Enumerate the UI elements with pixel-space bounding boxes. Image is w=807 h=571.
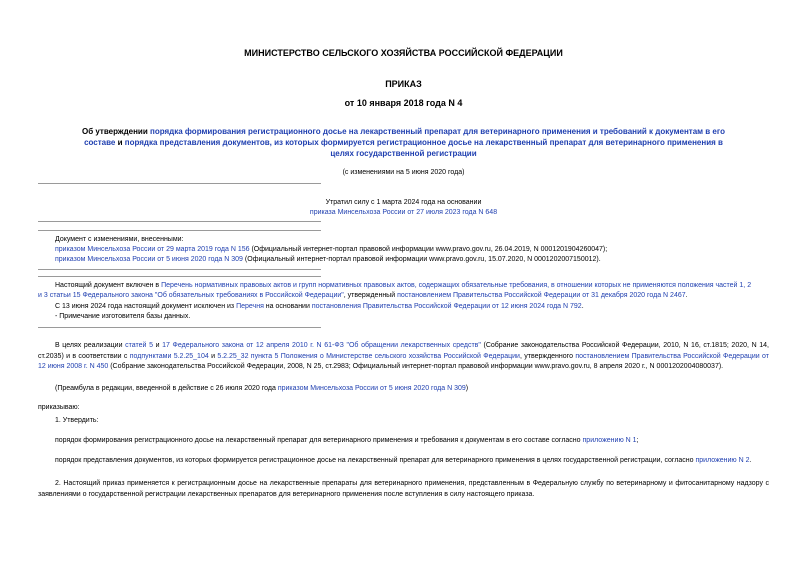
included-law-link[interactable]: и 3 статьи 15 Федерального закона "Об обязательных требованиях в Российской Федерации"	[38, 292, 344, 299]
preamble	[38, 341, 769, 373]
order-sub-1	[55, 437, 638, 444]
edition-link[interactable]: приказом Минсельхоза России от 5 июня 2020 года N 309	[277, 385, 466, 392]
amended-by-link[interactable]: приказом Минсельхоза России от 5 июня 2020 года N 309	[55, 256, 243, 263]
expired-notice: Утратил силу с 1 марта 2024 года на основании	[325, 199, 482, 206]
title-link-order1[interactable]: порядка формирования регистрационного досье на лекарственный препарат для ветеринарного применения и требований к документам в его	[149, 127, 725, 136]
included-line-1	[55, 282, 751, 289]
divider	[38, 276, 321, 277]
excluded-text: .	[581, 303, 584, 310]
excluded-text: на основании	[263, 303, 312, 310]
amended-by-item	[55, 256, 601, 263]
subpoint-104-link[interactable]: подпунктами 5.2.25_104	[129, 352, 209, 360]
amended-by-link[interactable]: приказом Минсельхоза России от 29 марта 2019 года N 156	[55, 246, 250, 253]
title-line-1	[0, 127, 807, 136]
divider	[38, 221, 321, 222]
edition-text: (Преамбула в редакции, введенной в действие с 26 июля 2020 года	[55, 385, 278, 392]
divider	[38, 269, 321, 270]
preamble-text: и	[152, 342, 163, 349]
ministry-heading: МИНИСТЕРСТВО СЕЛЬСКОГО ХОЗЯЙСТВА РОССИЙСКОЙ ФЕДЕРАЦИИ	[244, 48, 563, 58]
order-item-2: 2. Настоящий приказ применяется к регистрационным досье на лекарственные препараты для ветеринарного применения, представленным в Федеральную службу по ветеринарному и фитосанитарному надзору с заявлениями о государственной регистрации лекарственных препаратов для ветеринарного применения после вступления в силу настоящего приказа.	[38, 480, 769, 498]
included-list-link[interactable]: Перечень нормативных правовых актов и групп нормативных правовых актов, содержащих обязательные требования, в отношении которых не применяются положения частей 1, 2	[161, 282, 752, 289]
title-line-2	[0, 138, 807, 147]
preamble-text: и	[208, 352, 218, 360]
doc-date-number: от 10 января 2018 года N 4	[344, 98, 463, 108]
amended-by-source: (Официальный интернет-портал правовой информации www.pravo.gov.ru, 26.04.2019, N 0001201904260047);	[249, 246, 608, 253]
order-item-1: 1. Утвердить:	[55, 417, 99, 424]
title-line-3	[0, 149, 807, 158]
order-sub-text: .	[749, 457, 752, 464]
preamble-edition	[55, 385, 468, 392]
title-link-order1-end[interactable]: составе	[84, 138, 116, 147]
excluded-text: С 13 июня 2024 года настоящий документ исключен из	[55, 303, 237, 310]
title-prefix: Об утверждении	[82, 127, 150, 136]
order-sub-text: порядок представления документов, из которых формируется регистрационное досье на лекарственный препарат для ветеринарного применения в целях государственной регистрации, согласно	[55, 457, 696, 464]
title-link-order2[interactable]: порядка представления документов, из которых формируется регистрационное досье на лекарственный препарат для ветеринарного применения в	[124, 138, 723, 147]
divider	[38, 230, 321, 231]
law-art5-link[interactable]: статей 5	[125, 342, 153, 349]
appendix-2-link[interactable]: приложению N 2	[695, 457, 750, 464]
edition-text: )	[465, 385, 469, 392]
order-sub-text: порядок формирования регистрационного досье на лекарственный препарат для ветеринарного применения и требования к документам в его составе согласно	[55, 437, 583, 444]
regulation-link[interactable]: 5.2.25_32 пункта 5 Положения о Министерстве сельского хозяйства Российской Федерации	[217, 352, 520, 360]
included-decree-link[interactable]: постановлением Правительства Российской Федерации от 31 декабря 2020 года N 2467	[397, 292, 686, 299]
expired-link[interactable]: приказа Минсельхоза России от 27 июля 2023 года N 648	[309, 209, 498, 216]
preamble-text: (Собрание законодательства Российской Федерации, 2010, N 16, ст.1815; 2020, N 14, ст.2035) и в соответствии с	[38, 342, 769, 360]
title-link-order2-end[interactable]: целях государственной регистрации	[330, 149, 477, 158]
preamble-text: , утвержденного	[519, 352, 576, 360]
included-line-2	[38, 292, 688, 299]
amended-by-item	[55, 246, 607, 253]
doc-type: ПРИКАЗ	[385, 79, 422, 89]
preamble-text: (Собрание законодательства Российской Федерации, 2008, N 25, ст.2983; Официальный интернет-портал правовой информации www.pravo.gov.ru, 8 апреля 2020 г., N 0001202004080037).	[108, 363, 724, 370]
db-maker-note: - Примечание изготовителя базы данных.	[55, 313, 191, 320]
orders-word: приказываю:	[38, 404, 80, 411]
amended-by-source: (Официальный интернет-портал правовой информации www.pravo.gov.ru, 15.07.2020, N 0001202007150012).	[242, 256, 601, 263]
order-sub-text: ;	[636, 437, 639, 444]
title-conj: и	[115, 138, 125, 147]
order-sub-2	[55, 457, 751, 464]
excluded-list-link[interactable]: Перечня	[236, 303, 264, 310]
included-text: , утвержденный	[343, 292, 398, 299]
included-text: Настоящий документ включен в	[55, 282, 162, 289]
divider	[38, 183, 321, 184]
included-text: .	[685, 292, 688, 299]
preamble-text: В целях реализации	[55, 342, 126, 349]
excluded-line	[55, 303, 584, 310]
amendment-note: (с изменениями на 5 июня 2020 года)	[342, 169, 465, 176]
appendix-1-link[interactable]: приложению N 1	[582, 437, 637, 444]
amended-by-label: Документ с изменениями, внесенными:	[55, 236, 184, 243]
divider	[38, 327, 321, 328]
decree-450-link[interactable]: постановлением Правительства Российской Федерации от 12 июня 2008 г. N 450	[38, 352, 769, 370]
excluded-decree-link[interactable]: постановления Правительства Российской Федерации от 12 июня 2024 года N 792	[311, 303, 582, 310]
law-61fz-link[interactable]: 17 Федерального закона от 12 апреля 2010 г. N 61-ФЗ "Об обращении лекарственных средств"	[162, 342, 481, 349]
